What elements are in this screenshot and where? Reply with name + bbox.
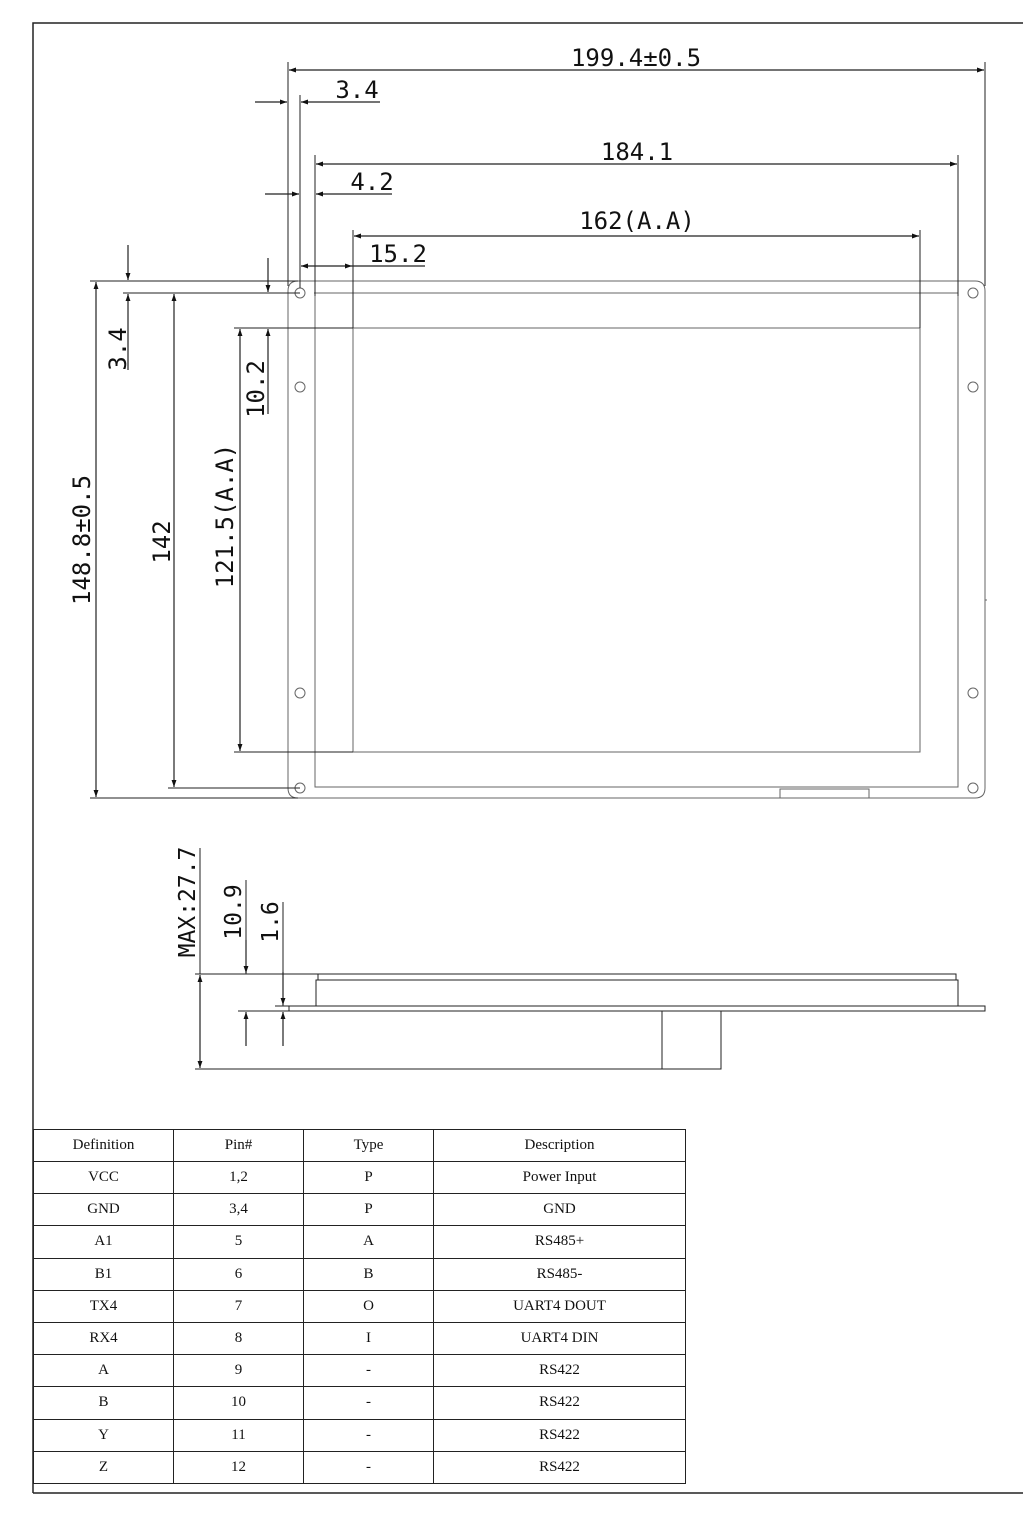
cell-type: B: [304, 1258, 434, 1290]
cell-definition: TX4: [34, 1290, 174, 1322]
table-header-row: [34, 1130, 686, 1162]
dim-active-height: 121.5(A.A): [211, 443, 239, 589]
cell-pin: 12: [174, 1451, 304, 1483]
side-view: [289, 974, 985, 1069]
cell-definition: B1: [34, 1258, 174, 1290]
cell-type: -: [304, 1419, 434, 1451]
cell-pin: 11: [174, 1419, 304, 1451]
cell-description: GND: [434, 1194, 686, 1226]
cell-description: Power Input: [434, 1162, 686, 1194]
mount-hole-icon: [968, 688, 978, 698]
cell-description: RS422: [434, 1419, 686, 1451]
cell-description: UART4 DIN: [434, 1322, 686, 1354]
active-area: [353, 328, 920, 752]
dim-hole-offset-y: 3.4: [104, 327, 132, 371]
bottom-notch: [780, 789, 869, 798]
side-dimension-lines: [200, 940, 283, 1068]
header-pin: Pin#: [174, 1130, 304, 1162]
header-definition: Definition: [34, 1130, 174, 1162]
cell-description: RS485+: [434, 1226, 686, 1258]
mount-hole-icon: [295, 688, 305, 698]
inner-panel: [315, 293, 958, 787]
cell-description: RS485-: [434, 1258, 686, 1290]
cell-definition: Z: [34, 1451, 174, 1483]
dim-active-width: 162(A.A): [579, 207, 695, 235]
cell-type: -: [304, 1355, 434, 1387]
table-row: [34, 1322, 686, 1354]
cell-type: -: [304, 1451, 434, 1483]
header-type: Type: [304, 1130, 434, 1162]
cell-description: RS422: [434, 1355, 686, 1387]
table-row: [34, 1162, 686, 1194]
table-row: [34, 1226, 686, 1258]
dim-active-offset-x: 15.2: [369, 240, 427, 268]
cell-definition: A1: [34, 1226, 174, 1258]
cell-description: RS422: [434, 1451, 686, 1483]
header-description: Description: [434, 1130, 686, 1162]
dim-max-thickness: MAX:27.7: [175, 846, 201, 958]
mount-hole-icon: [295, 382, 305, 392]
cell-type: P: [304, 1162, 434, 1194]
dim-hole-offset-x: 3.4: [335, 76, 379, 104]
table-row: [34, 1290, 686, 1322]
front-view: [288, 281, 987, 798]
cell-definition: RX4: [34, 1322, 174, 1354]
side-extension-lines: [195, 848, 662, 1069]
dim-module-thickness: 10.9: [221, 884, 247, 940]
cell-type: P: [304, 1194, 434, 1226]
cell-pin: 3,4: [174, 1194, 304, 1226]
dim-overall-height: 148.8±0.5: [68, 474, 96, 606]
outer-outline: [288, 281, 985, 798]
mount-hole-icon: [968, 288, 978, 298]
dim-pcb-thickness: 1.6: [258, 901, 284, 943]
extension-lines: [90, 62, 985, 798]
cell-type: O: [304, 1290, 434, 1322]
cell-pin: 5: [174, 1226, 304, 1258]
table-row: [34, 1355, 686, 1387]
cell-description: UART4 DOUT: [434, 1290, 686, 1322]
table-row: [34, 1258, 686, 1290]
cell-pin: 1,2: [174, 1162, 304, 1194]
cell-pin: 6: [174, 1258, 304, 1290]
dim-inner-offset-x: 4.2: [350, 168, 394, 196]
pin-definition-table: [33, 1129, 686, 1484]
table-row: [34, 1194, 686, 1226]
cell-definition: Y: [34, 1419, 174, 1451]
cell-definition: A: [34, 1355, 174, 1387]
table-row: [34, 1387, 686, 1419]
panel-body: [316, 980, 958, 1006]
cell-type: -: [304, 1387, 434, 1419]
dim-overall-width: 199.4±0.5: [570, 44, 702, 72]
dimension-lines: [96, 70, 984, 797]
cell-pin: 7: [174, 1290, 304, 1322]
table-row: [34, 1419, 686, 1451]
mount-hole-icon: [968, 382, 978, 392]
cell-type: I: [304, 1322, 434, 1354]
pcb-board: [289, 1006, 985, 1011]
cell-type: A: [304, 1226, 434, 1258]
mount-hole-icon: [968, 783, 978, 793]
dim-inner-width: 184.1: [600, 138, 674, 166]
cell-pin: 10: [174, 1387, 304, 1419]
dim-hole-span-y: 142: [148, 520, 176, 564]
cell-pin: 9: [174, 1355, 304, 1387]
connector-block: [662, 1011, 721, 1069]
table-row: [34, 1451, 686, 1483]
cell-description: RS422: [434, 1387, 686, 1419]
cell-definition: GND: [34, 1194, 174, 1226]
cell-definition: VCC: [34, 1162, 174, 1194]
panel-bezel: [318, 974, 956, 980]
dim-active-offset-y: 10.2: [242, 360, 270, 418]
cell-definition: B: [34, 1387, 174, 1419]
cell-pin: 8: [174, 1322, 304, 1354]
